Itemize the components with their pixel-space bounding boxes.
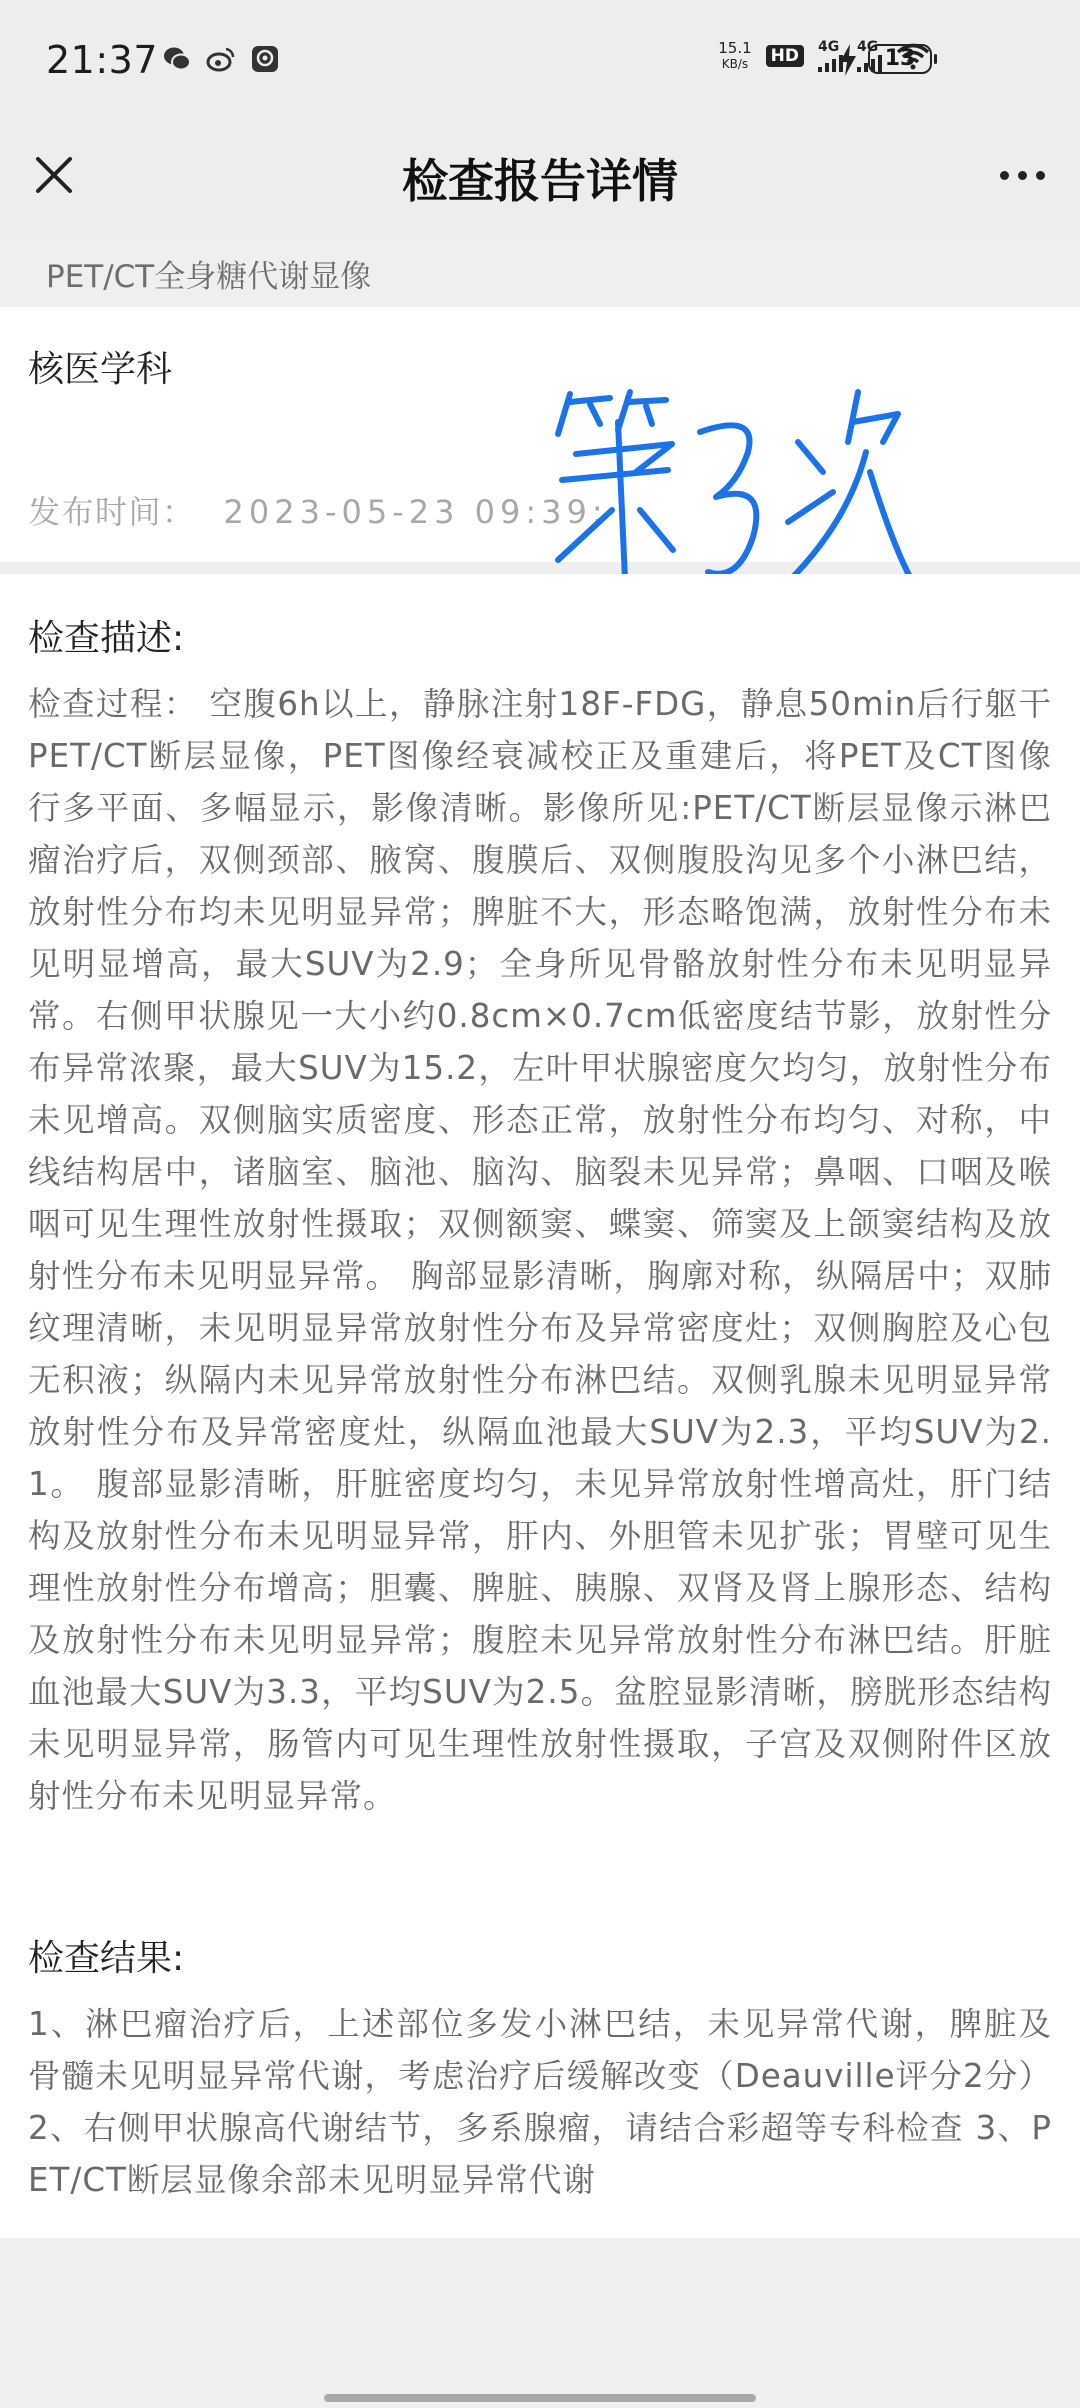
- description-text: 检查过程： 空腹6h以上，静脉注射18F-FDG，静息50min后行躯干PET/CT断层显像，PET图像经衰减校正及重建后，将PET及CT图像行多平面、多幅显示，影像清晰。影像所见:PET/CT断层显像示淋巴瘤治疗后，双侧颈部、腋窝、腹膜后、双侧腹股沟见多个小淋巴结，放射性分布均未见明显异常；脾脏不大，形态略饱满，放射性分布未见明显增高，最大SUV为2.9；全身所见骨骼放射性分布未见明显异常。右侧甲状腺见一大小约0.8cm×0.7cm低密度结节影，放射性分布异常浓聚，最大SUV为15.2，左叶甲状腺密度欠均匀，放射性分布未见增高。双侧脑实质密度、形态正常，放射性分布均匀、对称，中线结构居中，诸脑室、脑池、脑沟、脑裂未见异常；鼻咽、口咽及喉咽可见生理性放射性摄取；双侧额窦、蝶窦、筛窦及上颌窦结构及放射性分布未见明显异常。 胸部显影清晰，胸廓对称，纵隔居中；双肺纹理清晰，未见明显异常放射性分布及异常密度灶；双侧胸腔及心包无积液；纵隔内未见异常放射性分布淋巴结。双侧乳腺未见明显异常放射性分布及异常密度灶，纵隔血池最大SUV为2.3，平均SUV为2.1。 腹部显影清晰，肝脏密度均匀，未见异常放射性增高灶，肝门结构及放射性分布未见明显异常，肝内、外胆管未见扩张；胃壁可见生理性放射性分布增高；胆囊、脾脏、胰腺、双肾及肾上腺形态、结构及放射性分布未见明显异常；腹腔未见异常放射性分布淋巴结。肝脏血池最大SUV为3.3，平均SUV为2.5。盆腔显影清晰，膀胱形态结构未见明显异常，肠管内可见生理性放射性摄取，子宫及双侧附件区放射性分布未见明显异常。: [28, 685, 1052, 1815]
- wechat-icon: [162, 44, 192, 74]
- publish-time: 2023-05-23 09:39:: [223, 493, 608, 531]
- report-content-card: [0, 574, 1080, 2238]
- result-title: 检查结果:: [28, 1938, 185, 1979]
- report-name: PET/CT全身糖代谢显像: [46, 259, 372, 295]
- charging-icon: [838, 44, 858, 76]
- notification-icons: [162, 44, 280, 74]
- nav-header: [0, 125, 1080, 237]
- battery-indicator: 13: [868, 44, 932, 74]
- report-name-bar: [0, 237, 1080, 305]
- result-text: 1、淋巴瘤治疗后，上述部位多发小淋巴结，未见异常代谢，脾脏及骨髓未见明显异常代谢，考虑治疗后缓解改变（Deauville评分2分） 2、右侧甲状腺高代谢结节，多系腺瘤，请结合彩超等专科检查 3、PET/CT断层显像余部未见明显异常代谢: [28, 2005, 1052, 2199]
- page-title: 检查报告详情: [402, 154, 678, 208]
- signal-2: 4G: [857, 40, 882, 72]
- net-speed: 15.1 KB/s: [718, 39, 752, 71]
- app-icon: [250, 44, 280, 74]
- description-title: 检查描述:: [28, 618, 185, 659]
- signal-1: 4G: [818, 40, 843, 72]
- status-time: 21:37: [46, 38, 159, 82]
- hd-badge: HD: [766, 45, 804, 67]
- more-icon[interactable]: [990, 153, 1054, 197]
- publish-time-row: [28, 487, 608, 533]
- status-bar: [0, 0, 1080, 125]
- home-indicator[interactable]: [324, 2394, 756, 2402]
- publish-label: 发布时间：: [28, 493, 196, 531]
- department: 核医学科: [28, 349, 173, 390]
- weibo-icon: [206, 44, 236, 74]
